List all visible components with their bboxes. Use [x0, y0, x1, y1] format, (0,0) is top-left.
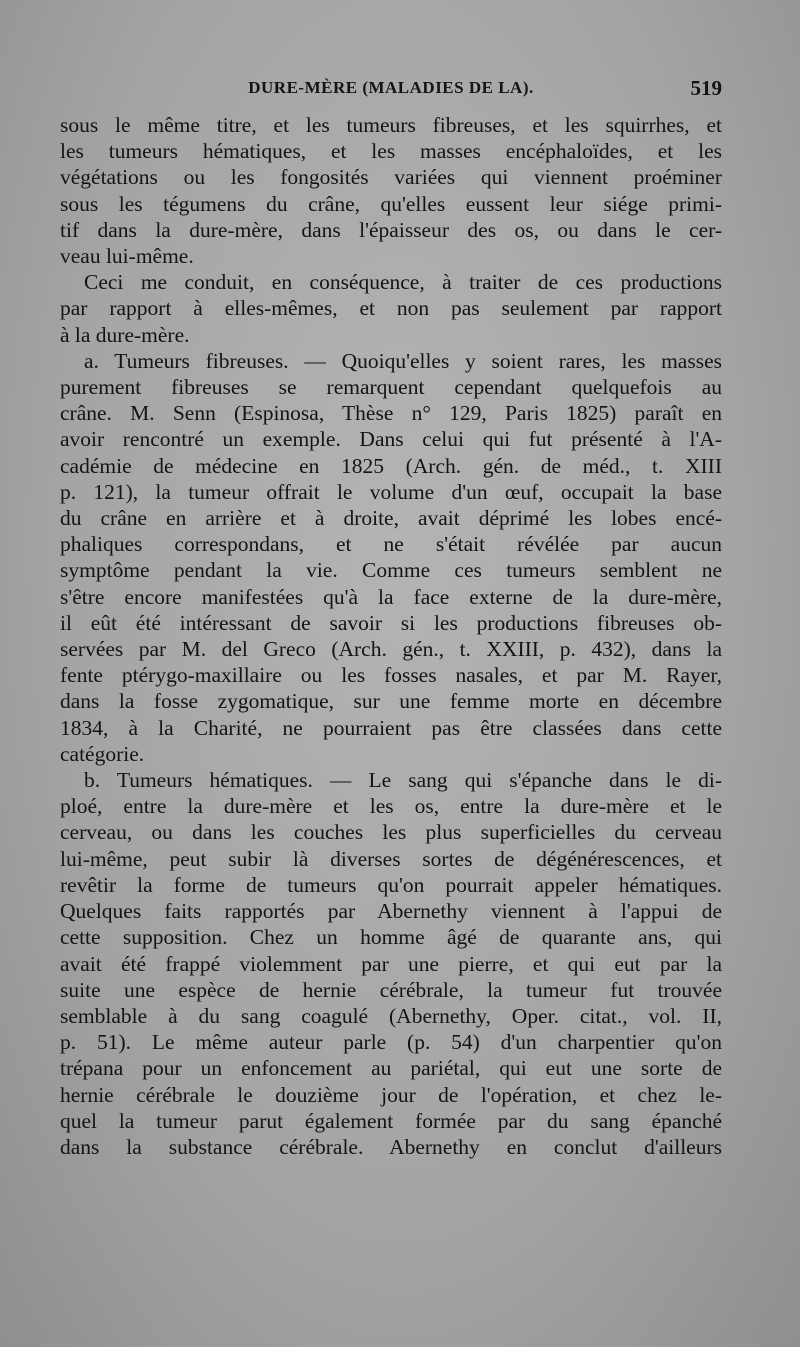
text-line: s'être encore manifestées qu'à la face externe de la dure-mère, [60, 584, 722, 609]
text-line: sous le même titre, et les tumeurs fibreuses, et les squirrhes, et [60, 113, 722, 137]
text-line: Quelques faits rapportés par Abernethy viennent à l'appui de [60, 899, 722, 924]
text-line: veau lui-même. [60, 244, 194, 269]
text-line: 1834, à la Charité, ne pourraient pas être classées dans cette [60, 715, 722, 740]
text-line: avait été frappé violemment par une pierre, et qui eut par la [60, 951, 722, 976]
text-line: dans la substance cérébrale. Abernethy en conclut d'ailleurs [60, 1134, 722, 1159]
text-line: cette supposition. Chez un homme âgé de quarante ans, qui [60, 925, 722, 950]
text-line: hernie cérébrale le douzième jour de l'opération, et chez le- [60, 1082, 722, 1107]
text-line: avoir rencontré un exemple. Dans celui qui fut présenté à l'A- [60, 427, 722, 452]
page-number: 519 [690, 76, 722, 100]
text-line: cerveau, ou dans les couches les plus superficielles du cerveau [60, 820, 722, 845]
text-line: cadémie de médecine en 1825 (Arch. gén. de méd., t. XIII [60, 453, 722, 478]
text-line: purement fibreuses se remarquent cependant quelquefois au [60, 375, 722, 400]
text-line: végétations ou les fongosités variées qui viennent proéminer [60, 165, 722, 190]
text-line: fente ptérygo-maxillaire ou les fosses nasales, et par M. Rayer, [60, 663, 722, 688]
text-line: symptôme pendant la vie. Comme ces tumeurs semblent ne [60, 558, 722, 583]
text-line: par rapport à elles-mêmes, et non pas seulement par rapport [60, 296, 722, 321]
text-line: a. Tumeurs fibreuses. — Quoiqu'elles y soient rares, les masses [84, 348, 722, 373]
text-line: suite une espèce de hernie cérébrale, la tumeur fut trouvée [60, 977, 722, 1002]
body-text [60, 112, 722, 1160]
text-line: il eût été intéressant de savoir si les productions fibreuses ob- [60, 610, 722, 635]
text-line: revêtir la forme de tumeurs qu'on pourrait appeler hématiques. [60, 872, 722, 897]
text-line: tif dans la dure-mère, dans l'épaisseur des os, ou dans le cer- [60, 217, 722, 242]
text-line: crâne. M. Senn (Espinosa, Thèse n° 129, Paris 1825) paraît en [60, 401, 722, 426]
text-line: Ceci me conduit, en conséquence, à traiter de ces productions [84, 270, 722, 295]
text-line: trépana pour un enfoncement au pariétal, qui eut une sorte de [60, 1056, 722, 1081]
text-line: dans la fosse zygomatique, sur une femme morte en décembre [60, 689, 722, 714]
text-line: p. 121), la tumeur offrait le volume d'un œuf, occupait la base [60, 479, 722, 504]
text-line: du crâne en arrière et à droite, avait déprimé les lobes encé- [60, 506, 722, 531]
text-line: phaliques correspondans, et ne s'était révélée par aucun [60, 532, 722, 557]
text-line: sous les tégumens du crâne, qu'elles eussent leur siége primi- [60, 191, 722, 216]
text-line: quel la tumeur parut également formée par du sang épanché [60, 1108, 722, 1133]
text-line: catégorie. [60, 741, 145, 766]
text-line: les tumeurs hématiques, et les masses encéphaloïdes, et les [60, 139, 722, 164]
text-line: servées par M. del Greco (Arch. gén., t. XXIII, p. 432), dans la [60, 637, 722, 662]
text-line: p. 51). Le même auteur parle (p. 54) d'un charpentier qu'on [60, 1030, 722, 1055]
text-line: b. Tumeurs hématiques. — Le sang qui s'épanche dans le di- [84, 768, 722, 793]
text-line: semblable à du sang coagulé (Abernethy, Oper. citat., vol. II, [60, 1003, 722, 1028]
text-line: lui-même, peut subir là diverses sortes de dégénérescences, et [60, 846, 722, 871]
page-header [60, 78, 722, 108]
text-line: ploé, entre la dure-mère et les os, entre la dure-mère et le [60, 794, 722, 819]
running-title: DURE-MÈRE (MALADIES DE LA). [248, 78, 534, 97]
text-line: à la dure-mère. [60, 322, 190, 347]
